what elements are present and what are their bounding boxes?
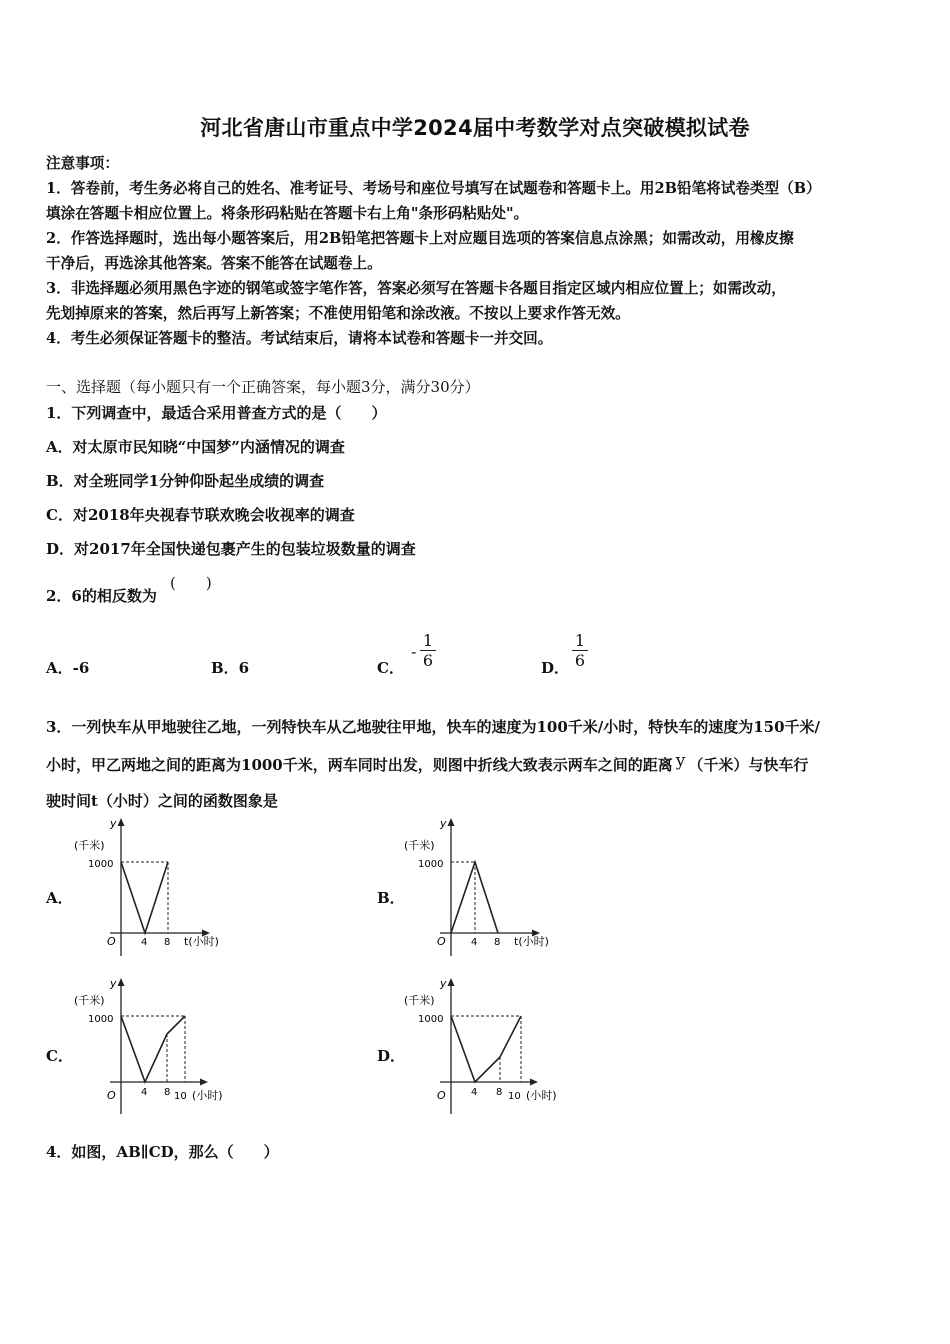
question-2-option-c-label: C． [377,659,404,677]
x-tick-8: 8 [164,937,171,948]
y-unit-label: (千米) [74,994,105,1007]
y-axis-arrow [448,978,455,986]
question-2-option-d-label: D． [541,659,570,677]
x-tick-8: 8 [164,1087,171,1098]
origin-label: O [437,1089,446,1102]
graph-line [121,1016,185,1082]
fraction-denominator: 6 [574,651,586,670]
y-tick-1000: 1000 [418,1014,444,1025]
y-unit-label: (千米) [74,839,105,852]
notice-line: 1．答卷前，考生务必将自己的姓名、准考证号、考场号和座位号填写在试题卷和答题卡上。用2B铅笔将试卷类型（B） [46,180,821,197]
x-tick-10: 10 [174,1091,187,1102]
question-2-option-a: A．-6 [46,659,90,677]
question-3-line: 3．一列快车从甲地驶往乙地，一列特快车从乙地驶往甲地，快车的速度为100千米/小时，特快车的速度为150千米/ [46,718,821,736]
question-1-option-b: B．对全班同学1分钟仰卧起坐成绩的调查 [46,472,325,490]
question-3-line [46,751,809,775]
x-axis-arrow [530,1079,538,1086]
y-axis-arrow [118,818,125,826]
x-tick-4: 4 [471,937,478,948]
question-3-text: 小时，甲乙两地之间的距离为1000千米，两车同时出发，则图中折线大致表示两车之间的距离 [46,756,673,774]
y-tick-1000: 1000 [418,859,444,870]
question-4-stem: 4．如图，AB∥CD，那么（ ） [46,1143,279,1161]
x-tick-8: 8 [494,937,501,948]
y-axis-label: y [440,977,447,990]
fraction-denominator: 6 [422,651,434,670]
answer-paren: ( ) [170,574,212,592]
notice-heading: 注意事项： [46,155,119,172]
origin-label: O [107,1089,116,1102]
y-axis-arrow [448,818,455,826]
x-axis-label: t(小时) [514,935,549,948]
question-3-text: （千米）与快车行 [688,756,809,774]
graph-option-a-label: A． [46,889,73,907]
question-2-option-b: B．6 [211,659,250,677]
notice-line: 填涂在答题卡相应位置上。将条形码粘贴在答题卡右上角"条形码粘贴处"。 [46,205,529,222]
y-axis-label: y [110,817,117,830]
fraction-numerator: 1 [574,631,586,650]
graph-option-c-label: C． [46,1047,73,1065]
origin-label: O [437,935,446,948]
fraction-one-sixth [572,632,588,669]
page-title: 河北省唐山市重点中学2024届中考数学对点突破模拟试卷 [200,116,750,140]
graph-line [451,1016,521,1082]
y-tick-1000: 1000 [88,859,114,870]
variable-y: y [675,751,686,771]
question-3-line: 驶时间t（小时）之间的函数图象是 [46,792,278,810]
graph-line [121,862,168,933]
notice-line: 2．作答选择题时，选出每小题答案后，用2B铅笔把答题卡上对应题目选项的答案信息点涂黑；如需改动，用橡皮擦 [46,230,794,247]
graph-option-d-label: D． [377,1047,406,1065]
x-axis-label: (小时) [192,1089,223,1102]
x-tick-4: 4 [141,937,148,948]
x-axis-label: t(小时) [184,935,219,948]
notice-line: 3．非选择题必须用黑色字迹的钢笔或签字笔作答，答案必须写在答题卡各题目指定区域内相应位置上；如需改动， [46,280,786,297]
section-heading: 一、选择题（每小题只有一个正确答案，每小题3分，满分30分） [46,378,480,396]
y-axis-label: y [440,817,447,830]
fraction-numerator: 1 [422,631,434,650]
y-unit-label: (千米) [404,839,435,852]
x-tick-4: 4 [471,1087,478,1098]
question-1-stem: 1．下列调查中，最适合采用普查方式的是（ ） [46,404,387,422]
minus-sign: - [411,642,417,661]
question-1-option-a: A．对太原市民知晓“中国梦”内涵情况的调查 [46,438,345,456]
x-tick-10: 10 [508,1091,521,1102]
graph-option-b-label: B． [377,889,405,907]
graph-a [70,814,250,964]
graph-b [400,814,580,964]
question-1-option-c: C．对2018年央视春节联欢晚会收视率的调查 [46,506,355,524]
graph-c [70,974,250,1124]
y-axis-arrow [118,978,125,986]
x-axis-label: (小时) [526,1089,557,1102]
x-tick-4: 4 [141,1087,148,1098]
y-axis-label: y [110,977,117,990]
notice-line: 先划掉原来的答案，然后再写上新答案；不准使用铅笔和涂改液。不按以上要求作答无效。 [46,305,630,322]
y-tick-1000: 1000 [88,1014,114,1025]
question-2-stem: 2．6的相反数为 [46,587,157,605]
origin-label: O [107,935,116,948]
question-1-option-d: D．对2017年全国快递包裹产生的包装垃圾数量的调查 [46,540,416,558]
notice-line: 4．考生必须保证答题卡的整洁。考试结束后，请将本试卷和答题卡一并交回。 [46,330,553,347]
y-unit-label: (千米) [404,994,435,1007]
notice-line: 干净后，再选涂其他答案。答案不能答在试题卷上。 [46,255,382,272]
x-tick-8: 8 [496,1087,503,1098]
graph-d [400,974,580,1124]
x-axis-arrow [200,1079,208,1086]
fraction-one-sixth [420,632,436,669]
